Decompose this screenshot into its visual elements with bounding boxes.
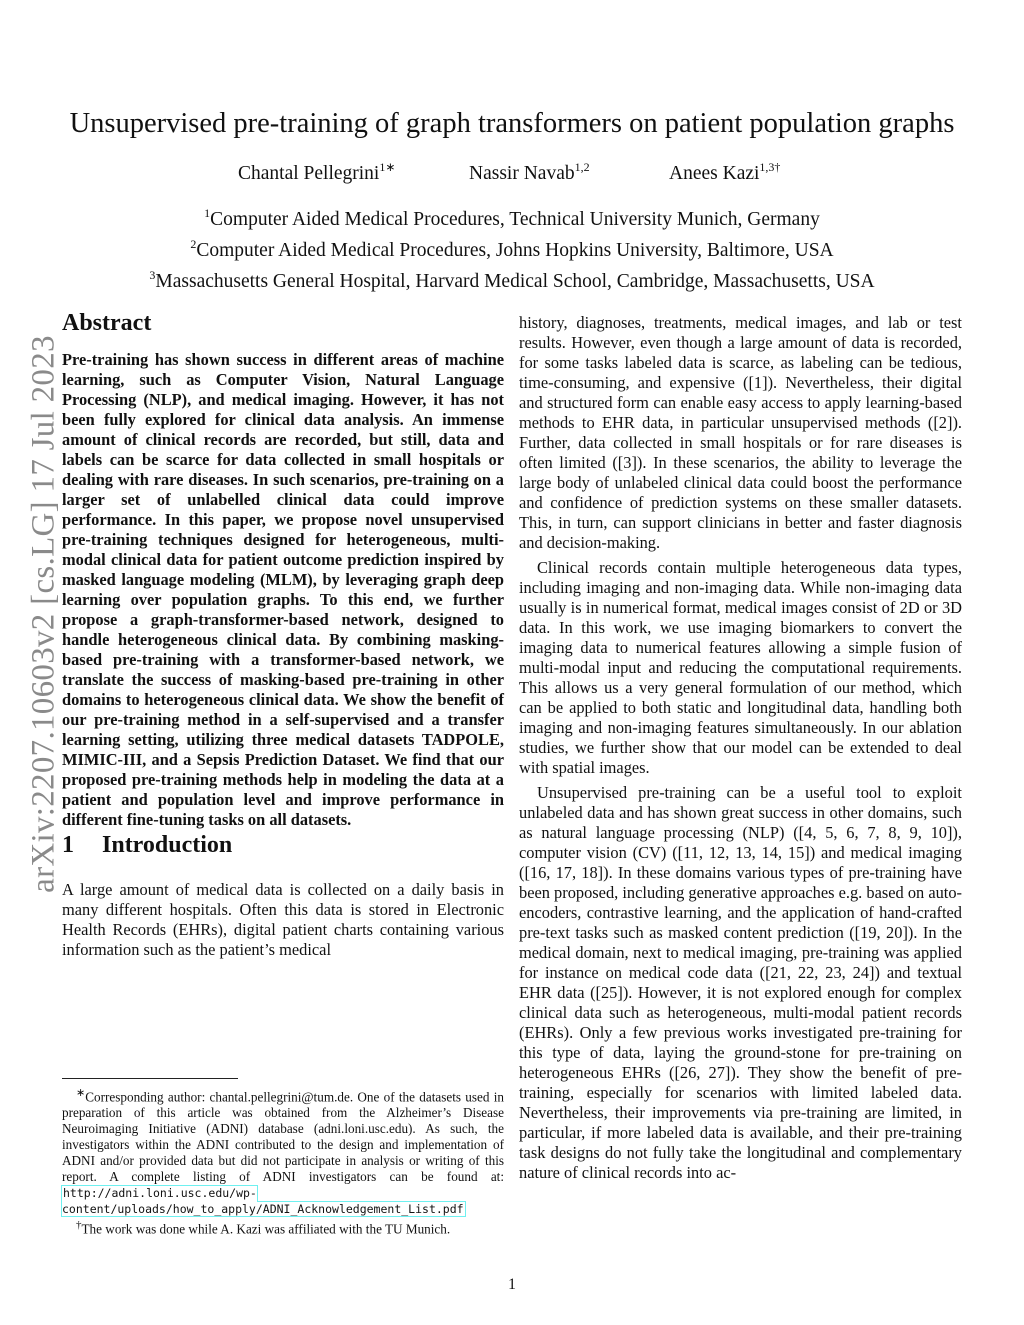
affiliation: $^3$Massachusetts General Hospital, Harvard Medical School, Cambridge, Massachusetts, USA [149,268,875,292]
section-number: 1 [62,832,74,858]
intro-paragraph: history, diagnoses, treatments, medical images, and lab or test results. However, even though a large amount of data is recorded, for some tasks labeled data is scarce, as labeling can be tedious, time-consuming, and expensive ([1]). Nevertheless, their digital and structured form can enable easy access to apply learning-based methods to EHR data, in particular unsupervised methods ([2]). Further, data collected in small hospitals or for rare diseases is often limited ([3]). In these scenarios, the ability to leverage the large body of unlabeled clinical data could boost the performance and confidence of prediction systems on these smaller datasets. This, in turn, can support clinicians in better and faster diagnosis and decision-making. [519,313,962,552]
author-name: Anees Kazi$^{1,3\dagger}$ [669,160,781,184]
affiliation-change-footnote: †The work was done while A. Kazi was affiliated with the TU Munich. [76,1219,451,1237]
footnote-rule [62,1078,238,1079]
left-column [62,308,504,960]
right-column [519,313,962,1183]
paper-title: Unsupervised pre-training of graph transformers on patient population graphs [69,108,955,139]
section-title: Introduction [102,832,233,858]
adni-acknowledgement-link[interactable]: http://adni.loni.usc.edu/wp-content/uploads/how_to_apply/ADNI_Acknowledgement_List.pdf [62,1186,464,1217]
abstract-heading: Abstract [62,310,152,336]
intro-paragraph: A large amount of medical data is collected on a daily basis in many different hospitals. Often this data is stored in Electronic Health Records (EHRs), digital patient charts containing various information such as the patient’s medical [62,880,504,959]
affiliation: $^1$Computer Aided Medical Procedures, Technical University Munich, Germany [204,206,820,230]
abstract-body: Pre-training has shown success in different areas of machine learning, such as Computer Vision, Natural Language Processing (NLP), and medical imaging. However, it has not been fully explored for clinical data analysis. An immense amount of clinical records are recorded, but still, data and labels can be scarce for data collected in small hospitals or dealing with rare diseases. In such scenarios, pre-training on a larger set of unlabelled clinical data could improve performance. In this paper, we propose novel unsupervised pre-training techniques designed for heterogeneous, multi-modal clinical data for patient outcome prediction inspired by masked language modeling (MLM), by leveraging graph deep learning over population graphs. To this end, we further propose a graph-transformer-based network, designed to handle heterogeneous clinical data. By combining masking-based pre-training with a transformer-based network, we translate the success of masking-based pre-training in other domains to heterogeneous clinical data. We show the benefit of our pre-training method in a self-supervised and a transfer learning setting, utilizing three medical datasets TADPOLE, MIMIC-III, and a Sepsis Prediction Dataset. We find that our proposed pre-training methods help in modeling the data at a patient and population level and improve performance in different fine-tuning tasks on all datasets. [62,350,504,829]
author-name: Chantal Pellegrini$^{1∗}$ [238,160,396,184]
author-name: Nassir Navab$^{1,2}$ [469,160,590,184]
intro-paragraph: Unsupervised pre-training can be a useful tool to exploit unlabeled data and has shown great success in other domains, such as natural language processing (NLP) ([4, 5, 6, 7, 8, 9, 10]), computer vision (CV) ([11, 12, 13, 14, 15]) and medical imaging ([16, 17, 18]). In these domains various types of pre-training have been proposed, including generative approaches e.g. based on auto-encoders, contrastive learning, and the application of hand-crafted pre-text tasks such as masked content prediction ([19, 20]). In the medical domain, next to medical imaging, pre-training was applied for instance on medical code data ([21, 22, 23, 24]) and textual EHR data ([25]). However, it is not explored enough for complex clinical data such as heterogeneous, multi-modal patient records (EHRs). Only a few previous works investigated pre-training for this type of data, laying the ground-stone for pre-training on heterogeneous EHRs ([26, 27]). They show the benefit of pre-training, especially for scenarios with limited labeled data. Nevertheless, their improvements via pre-training are limited, in particular, if more labeled data is available, and their pre-training task designs do not fully take the longitudinal and complementary nature of clinical records into ac- [519,783,962,1182]
footnotes [62,1078,504,1238]
intro-paragraph: Clinical records contain multiple heterogeneous data types, including imaging and non-imaging data. While non-imaging data usually is in numerical format, medical images consist of 2D or 3D data. In this work, we use imaging biomarkers to convert the imaging data to numerical features allowing a simple fusion of multi-modal input and reducing the computational requirements. This allows us a very general formulation of our method, which can be applied to both static and longitudinal data, handling both imaging and non-imaging features simultaneously. In our ablation studies, we further show that our model can be extended to deal with spatial images. [519,558,962,777]
arxiv-identifier-stamp: arXiv:2207.10603v2 [cs.LG] 17 Jul 2023 [25,335,62,893]
affiliation-list [0,201,1024,294]
affiliation: $^2$Computer Aided Medical Procedures, Johns Hopkins University, Baltimore, USA [190,237,834,261]
corresponding-author-footnote: ∗Corresponding author: chantal.pellegrini@tum.de. One of the datasets used in preparation of this article was obtained from the Alzheimer’s Disease Neuroimaging Initiative (ADNI) database (adni.loni.usc.edu). As such, the investigators within the ADNI contributed to the design and implementation of ADNI and/or provided data but did not participate in analysis or writing of this report. A complete listing of ADNI investigators can be found at: http://adni.loni.usc.edu/wp-content/uploads/how_to_apply/ADNI_Acknowledgement_List.pdf [62,1087,504,1217]
page-number: 1 [508,1276,516,1293]
introduction-heading [62,830,504,860]
